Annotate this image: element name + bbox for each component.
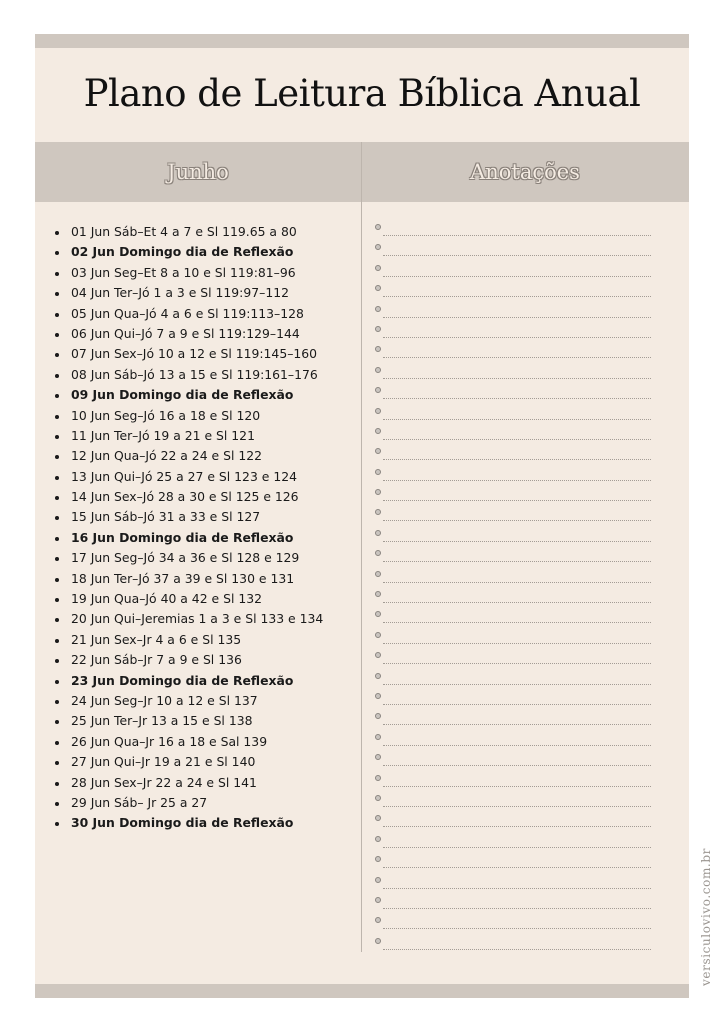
reading-day-item: 14 Jun Sex–Jó 28 a 30 e Sl 125 e 126	[55, 487, 323, 507]
dotted-rule	[383, 500, 651, 501]
reading-day-item: 03 Jun Seg–Et 8 a 10 e Sl 119:81–96	[55, 263, 323, 283]
dotted-rule	[383, 826, 651, 827]
reading-day-item: 21 Jun Sex–Jr 4 a 6 e Sl 135	[55, 630, 323, 650]
dotted-rule	[383, 317, 651, 318]
bullet-dot-icon	[375, 917, 381, 923]
bullet-dot-icon	[375, 530, 381, 536]
dotted-rule	[383, 663, 651, 664]
dotted-rule	[383, 357, 651, 358]
bullet-dot-icon	[375, 591, 381, 597]
bullet-dot-icon	[375, 448, 381, 454]
reading-day-item: 11 Jun Ter–Jó 19 a 21 e Sl 121	[55, 426, 323, 446]
reading-day-item: 12 Jun Qua–Jó 22 a 24 e Sl 122	[55, 446, 323, 466]
dotted-rule	[383, 786, 651, 787]
dotted-rule	[383, 704, 651, 705]
reflection-day-item: 02 Jun Domingo dia de Reflexão	[55, 242, 323, 262]
note-line	[375, 285, 651, 305]
dotted-rule	[383, 480, 651, 481]
bullet-dot-icon	[375, 489, 381, 495]
note-line	[375, 734, 651, 754]
dotted-rule	[383, 439, 651, 440]
reading-day-item: 06 Jun Qui–Jó 7 a 9 e Sl 119:129–144	[55, 324, 323, 344]
note-line	[375, 571, 651, 591]
reading-day-item: 01 Jun Sáb–Et 4 a 7 e Sl 119.65 a 80	[55, 222, 323, 242]
reading-day-item: 19 Jun Qua–Jó 40 a 42 e Sl 132	[55, 589, 323, 609]
bullet-dot-icon	[375, 550, 381, 556]
reading-day-item: 15 Jun Sáb–Jó 31 a 33 e Sl 127	[55, 507, 323, 527]
bullet-dot-icon	[375, 877, 381, 883]
reading-day-item: 05 Jun Qua–Jó 4 a 6 e Sl 119:113–128	[55, 304, 323, 324]
dotted-rule	[383, 419, 651, 420]
dotted-rule	[383, 296, 651, 297]
bullet-dot-icon	[375, 224, 381, 230]
dotted-rule	[383, 235, 651, 236]
reading-day-item: 25 Jun Ter–Jr 13 a 15 e Sl 138	[55, 711, 323, 731]
bullet-dot-icon	[375, 265, 381, 271]
dotted-rule	[383, 541, 651, 542]
bullet-dot-icon	[375, 469, 381, 475]
dotted-rule	[383, 561, 651, 562]
reading-day-item: 20 Jun Qui–Jeremias 1 a 3 e Sl 133 e 134	[55, 609, 323, 629]
bullet-dot-icon	[375, 856, 381, 862]
note-line	[375, 448, 651, 468]
bullet-dot-icon	[375, 611, 381, 617]
note-line	[375, 795, 651, 815]
bullet-dot-icon	[375, 938, 381, 944]
reading-day-item: 10 Jun Seg–Jó 16 a 18 e Sl 120	[55, 406, 323, 426]
reading-day-item: 08 Jun Sáb–Jó 13 a 15 e Sl 119:161–176	[55, 365, 323, 385]
bullet-dot-icon	[375, 428, 381, 434]
note-line	[375, 693, 651, 713]
reading-day-item: 18 Jun Ter–Jó 37 a 39 e Sl 130 e 131	[55, 569, 323, 589]
note-line	[375, 530, 651, 550]
reflection-day-item: 16 Jun Domingo dia de Reflexão	[55, 528, 323, 548]
note-line	[375, 408, 651, 428]
dotted-rule	[383, 520, 651, 521]
reading-day-item: 28 Jun Sex–Jr 22 a 24 e Sl 141	[55, 773, 323, 793]
note-line	[375, 428, 651, 448]
bullet-dot-icon	[375, 367, 381, 373]
reflection-day-item: 23 Jun Domingo dia de Reflexão	[55, 671, 323, 691]
dotted-rule	[383, 888, 651, 889]
note-line	[375, 673, 651, 693]
bullet-dot-icon	[375, 346, 381, 352]
top-band	[35, 34, 689, 48]
month-column-header: Junho	[167, 160, 229, 184]
bullet-dot-icon	[375, 306, 381, 312]
bullet-dot-icon	[375, 326, 381, 332]
table-header	[35, 142, 689, 202]
bullet-dot-icon	[375, 285, 381, 291]
notes-area	[375, 224, 651, 958]
dotted-rule	[383, 765, 651, 766]
reading-plan-page	[35, 34, 689, 998]
note-line	[375, 611, 651, 631]
dotted-rule	[383, 622, 651, 623]
note-line	[375, 775, 651, 795]
dotted-rule	[383, 276, 651, 277]
note-line	[375, 224, 651, 244]
note-line	[375, 713, 651, 733]
bullet-dot-icon	[375, 734, 381, 740]
note-line	[375, 877, 651, 897]
bullet-dot-icon	[375, 897, 381, 903]
bullet-dot-icon	[375, 673, 381, 679]
dotted-rule	[383, 724, 651, 725]
reading-day-item: 22 Jun Sáb–Jr 7 a 9 e Sl 136	[55, 650, 323, 670]
dotted-rule	[383, 643, 651, 644]
note-line	[375, 917, 651, 937]
bullet-dot-icon	[375, 693, 381, 699]
dotted-rule	[383, 602, 651, 603]
bullet-dot-icon	[375, 632, 381, 638]
bullet-dot-icon	[375, 795, 381, 801]
note-line	[375, 754, 651, 774]
dotted-rule	[383, 459, 651, 460]
dotted-rule	[383, 867, 651, 868]
page-title: Plano de Leitura Bíblica Anual	[83, 72, 641, 115]
note-line	[375, 897, 651, 917]
bullet-dot-icon	[375, 387, 381, 393]
note-line	[375, 550, 651, 570]
note-line	[375, 306, 651, 326]
reading-day-item: 26 Jun Qua–Jr 16 a 18 e Sal 139	[55, 732, 323, 752]
reading-day-item: 29 Jun Sáb– Jr 25 a 27	[55, 793, 323, 813]
note-line	[375, 591, 651, 611]
bullet-dot-icon	[375, 509, 381, 515]
note-line	[375, 346, 651, 366]
dotted-rule	[383, 684, 651, 685]
note-line	[375, 938, 651, 958]
reading-day-item: 04 Jun Ter–Jó 1 a 3 e Sl 119:97–112	[55, 283, 323, 303]
reading-day-item: 07 Jun Sex–Jó 10 a 12 e Sl 119:145–160	[55, 344, 323, 364]
note-line	[375, 367, 651, 387]
dotted-rule	[383, 745, 651, 746]
bullet-dot-icon	[375, 408, 381, 414]
note-line	[375, 856, 651, 876]
bullet-dot-icon	[375, 571, 381, 577]
bullet-dot-icon	[375, 244, 381, 250]
site-watermark: versiculovivo.com.br	[699, 848, 713, 986]
dotted-rule	[383, 255, 651, 256]
bottom-band	[35, 984, 689, 998]
reading-day-item: 13 Jun Qui–Jó 25 a 27 e Sl 123 e 124	[55, 467, 323, 487]
reading-day-item: 24 Jun Seg–Jr 10 a 12 e Sl 137	[55, 691, 323, 711]
dotted-rule	[383, 949, 651, 950]
bullet-dot-icon	[375, 815, 381, 821]
dotted-rule	[383, 378, 651, 379]
reading-day-item: 27 Jun Qui–Jr 19 a 21 e Sl 140	[55, 752, 323, 772]
note-line	[375, 632, 651, 652]
note-line	[375, 326, 651, 346]
dotted-rule	[383, 582, 651, 583]
note-line	[375, 469, 651, 489]
note-line	[375, 489, 651, 509]
column-divider	[361, 142, 362, 952]
reading-day-item: 17 Jun Seg–Jó 34 a 36 e Sl 128 e 129	[55, 548, 323, 568]
reflection-day-item: 30 Jun Domingo dia de Reflexão	[55, 813, 323, 833]
dotted-rule	[383, 806, 651, 807]
bullet-dot-icon	[375, 836, 381, 842]
reflection-day-item: 09 Jun Domingo dia de Reflexão	[55, 385, 323, 405]
reading-schedule-list	[55, 222, 323, 834]
dotted-rule	[383, 398, 651, 399]
note-line	[375, 652, 651, 672]
note-line	[375, 244, 651, 264]
bullet-dot-icon	[375, 713, 381, 719]
note-line	[375, 387, 651, 407]
note-line	[375, 836, 651, 856]
dotted-rule	[383, 847, 651, 848]
dotted-rule	[383, 337, 651, 338]
dotted-rule	[383, 908, 651, 909]
bullet-dot-icon	[375, 652, 381, 658]
bullet-dot-icon	[375, 754, 381, 760]
note-line	[375, 265, 651, 285]
dotted-rule	[383, 928, 651, 929]
notes-column-header: Anotações	[470, 160, 580, 184]
note-line	[375, 509, 651, 529]
bullet-dot-icon	[375, 775, 381, 781]
note-line	[375, 815, 651, 835]
